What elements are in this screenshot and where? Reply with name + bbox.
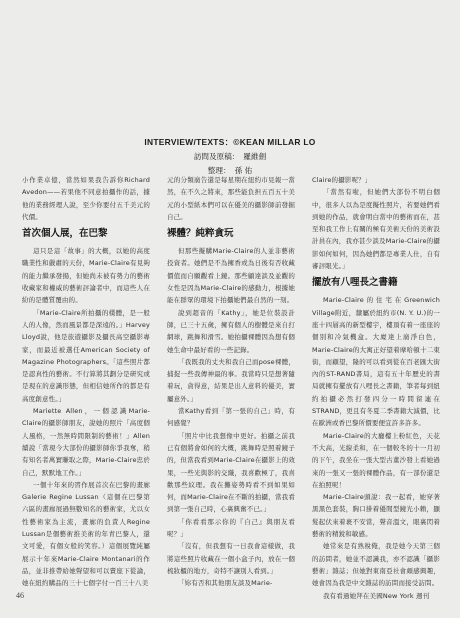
paragraph: Marie-Claire的大廳樓上粉紅色，天花不大高，光線柔和，在一個較冬的十一月初的下午，我坐在一張大型古董沙發上看她過來的一張又一張的裸體作品，有一部份還是在拍照呢！ [312,431,440,489]
paragraph: 「你看看那示你的『自己』與朋友看呢？」 [167,517,295,539]
paragraph: Claire的攝影呢？」 [312,176,372,184]
paragraph: 一個十年來的習作展首次在巴黎的畫廊Galerie Regine Lussan（這個在巴黎第六區的畫廊展過無數知名的藝術家，尤以女性藝術家為主流，畫廊的負責人Regine Lussan是個藝術推美術的年青巴黎人，還文可愛，有個女般的笑容。）這個展覽純屬展示十年來Marie-Claire Montanari的作品，並非推帶給她聲望和可以賣座下從論，她在紐約購品的三十七個字付一百三十八美 [22,480,150,588]
text-column-2 [167,174,295,590]
paragraph: 「妳有否和其他朋友談及Marie- [178,579,273,588]
section-heading: 首次個人展，在巴黎 [22,228,108,240]
paragraph: 「Marie-Claire所拍攝的樸體，是一般人的人像，然而風景都是深遠的。」Harvey Lloyd說，他是旅遊攝影及攝長高空攝影專家，而最近被選任American Society of Magazine Photographers。「這些照片都是認真性的藝術。不行算將其劃分是研究或是現在的意識形態，但相信她所作的都是有高度創意性。」 [22,308,150,403]
paragraph: Mariette Allen，一個認識Marie-Claire的攝影師朋友，說她的照片「高度個人風格，一然無時間限制的藝術！」Allen續說「當現今大部份的攝影師你爭我奪，稍有知名者萬實賺取之際，Marie-Claire忠於自己，默默地工作。」 [22,407,150,477]
section-heading: 擺放有八哩長之書籍 [312,277,398,289]
section-heading: 裸體？純粹貪玩 [167,228,234,240]
text-column-3 [312,174,440,602]
text-column-1 [22,174,150,590]
paragraph: 元的分類廣告還是每星期在紐約市見報一當然，在不久之將來，那些能負担五百五十美元的小型紙本們可以在優美的攝影師前發掘自己。 [167,176,295,221]
interview-credit: INTERVIEW/TEXTS：©KEAN MILLAR LO [144,137,316,147]
editor-name: 孫 佑 [234,166,253,175]
paragraph: 她常來是有熟稅俺，我是她今天第三個的訪問者，她並不認識我，亦不認識「攝影藝術」雜誌；但她對東南亞社會頗感興趣，她會因為我是中文雜誌的訪問而接受訪問。 [312,542,440,588]
paragraph: Marie-Claire頭說：我一起看，她穿著黑黑色套裝，胸口掛着優閒型鏡光小賴，顯髮起伏來着裹不安當，聲音溫文，眼裏閃着藝術的精銳和敏感。 [312,493,440,539]
paragraph: 我有看過她拜在美國New York 週刊 [323,591,430,600]
interviewer-role: 訪問及原稿： [193,152,240,161]
page-number: 46 [16,591,24,600]
paragraph: 小作業卓億，當然如果我告訴你Richard Avedon——若果他不同意拍攝作的話，據他的業務經理人說，至少你要付五千美元的代價。 [22,176,150,221]
paragraph: 這只是這「故事」的大概，以她的高度職業性和嚴肅的天份，Marie-Claire有見夠的能力繼承發揚，但她尚未被有勢力的藝術收藏家和權威的藝術評論者中，而這些人在紛的是體質覆由的。 [22,247,150,305]
credits-block [0,136,460,176]
editor-role: 整理： [207,166,231,175]
interviewer-name: 羅維劍 [243,152,267,161]
paragraph: 說到超音的「Kathy」，她是位裝設計師，已三十五歲，擁有個人的樹體是來自打網球，跳舞和滑雪。她拍攝裸體因為想有個她生命中最好看的一些記錄。 [167,308,295,354]
paragraph: 但那些擬購Marie-Claire的人並非藝術投資者。她們是不為擁香或為日後有否收藏價值而自願觀看上鏡。那些顧達談及並觀的女性是因為Marie-Claire的感動力，根據她能在群眾的環境下拍攝她們最自然的一刻。 [167,247,295,305]
paragraph: 「我既我的丈夫和我自己而pose裸體，捕捉一些我傳神最的事。我當時只是想著隨着玩，貪得意，結果是出人意料的優美，實屬意外。」 [167,357,295,403]
paragraph: 「沒有，但我想有一日我會這樣做，我將這些照片收藏在一個小盒子內，放在一個梳妝櫃的地方，奇特不讓別人看到。」 [167,542,295,575]
paragraph: 當Kathy看到「第一張的自己」時，有何感覺？ [167,407,295,428]
paragraph: 「當然有啦，但她們大部份不明白個中，很多人以為是度擬性照片，若要她們看到她的作品，就會明白當中的藝術而在，甚至和我工作上有關的極有美術天份的美術設計員在內，我亦甚少談及Marie-Claire的攝影如何如何，因為她們都是專業人仕，自有審評眼光。」 [312,188,440,271]
paragraph: 「照片中比我想像中更好。拍攝之前我已有個將會如何的大概，跳舞時是照着鏡子的，但當我看到Marie-Claire在攝影上的效果，一些光與影的交織，我喜歡極了，我喜歡那些紋理。我在攤姿勢時看不到如果如何，而Marie-Claire在不斷的拍攝，當我看到第一張自己時，心裏興奮不已。」 [167,431,295,514]
paragraph: Marie-Claire的住宅在Greenwich Village附近，隸屬於紐約市(N. Y. U.)的一座十四層高的新型樓宇，樓頂有着一座座的個別和冷氣機盒。大廈達上廣淨白色，Marie-Claire的大寓正好望着摩哈頓十二東街，而顧望，隆的可以看到從在百老匯大街內的ST-RAND書局，這有五十年歷史的書局就擁有擺放有八哩長之書籍，筆者每到紐約拍攝必然打發四分一時間留連在STRAND，更且有冬夏二季書籍大減價，比在歐洲或香巴黎所價要便宜許多許多。 [312,296,440,428]
interviewer-credit [0,151,460,162]
